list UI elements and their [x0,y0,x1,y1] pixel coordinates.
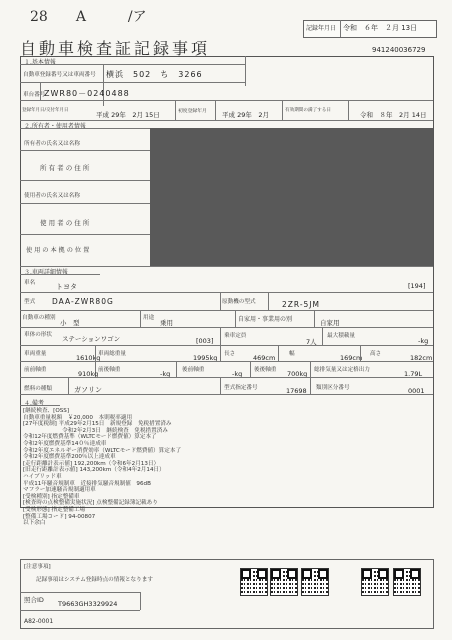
user-name-label: 使用者の氏名又は名称 [24,193,80,199]
notice-text: 記録事項はシステム登録時点の情報となります [36,577,153,583]
length-value: 469cm [253,354,276,362]
make-label: 車名 [24,280,36,286]
form-code: A82-0001 [24,618,54,625]
front-axle-value: 910kg [78,370,99,378]
engine-value: 2ZR-5JM [282,300,320,309]
reg-no-label: 自動車登録番号又は車両番号 [23,72,96,78]
section3-heading: ３.車両詳細情報 [24,269,68,276]
record-date-label: 記録年月日 [306,25,337,32]
width-value: 169cm [340,354,363,362]
section2-heading: ２.所有者・使用者情報 [24,123,86,130]
displacement-value: 1.79L [404,370,423,378]
qr-code-5 [393,568,421,596]
qr-code-3 [301,568,329,596]
document-number: 941240036729 [372,46,426,54]
handwritten-note: 28 A /ア [30,9,147,25]
capacity-value: 7人 [306,338,317,346]
length-label: 長さ [224,351,236,357]
collation-id-label: 照合ID [24,596,44,604]
displacement-label: 総排気量又は定格出力 [314,367,370,373]
category-label: 類別区分番号 [316,385,350,391]
max-load-label: 最大積載量 [327,333,355,339]
chassis-label: 車台番号 [23,92,46,98]
width-label: 幅 [289,351,295,357]
category-value: 0001 [408,387,425,395]
qr-code-2 [270,568,298,596]
expiry-label: 有効期間の満了する日 [285,108,331,113]
vehicle-type-value: 小 型 [60,319,80,327]
expiry-value: 令和 ８年 2月 14日 [360,111,427,119]
front-rear-axle-value: -kg [160,370,171,378]
body-value: ステーションワゴン [62,335,121,343]
type-designation-label: 型式指定番号 [224,385,258,391]
capacity-label: 乗車定員 [224,333,247,339]
section4-heading: ４.備考 [24,400,44,407]
first-reg-value: 平成 29年 2月 15日 [96,111,160,119]
rear-axle-label: 後後軸重 [254,367,277,373]
base-location-label: 使 用 の 本 拠 の 位 置 [26,247,90,254]
make-code: [194] [408,282,426,290]
type-designation-value: 17698 [286,387,307,395]
rear-front-axle-value: -kg [232,370,243,378]
rear-axle-value: 700kg [287,370,308,378]
use-value: 乗用 [160,319,173,327]
height-value: 182cm [410,354,433,362]
body-code: [003] [196,337,214,345]
gross-weight-value: 1995kg [193,354,218,362]
first-reg-label: 登録年月日/交付年月日 [22,108,69,113]
make-value: トヨタ [56,283,77,291]
owner-name-label: 所有者の氏名又は名称 [24,141,80,147]
fuel-value: ガソリン [74,386,102,394]
record-date-value: 令和 ６年 ２月 13日 [343,24,418,32]
owner-address-label: 所 有 者 の 住 所 [40,164,90,172]
engine-label: 原動機の型式 [222,299,256,305]
body-label: 車体の形状 [24,332,52,338]
section1-heading: １.基本情報 [24,59,56,66]
qr-code-1 [240,568,268,596]
weight-label: 車両重量 [24,351,47,357]
qr-code-4 [361,568,389,596]
reg-no-value: 横浜 502 ち 3266 [106,70,203,79]
model-value: DAA-ZWR80G [52,297,114,306]
front-axle-label: 前前軸重 [24,367,47,373]
gross-weight-label: 車両総重量 [98,351,126,357]
rear-front-axle-label: 後前軸重 [182,367,205,373]
use-label: 用途 [143,315,155,321]
redacted-owner-info [150,128,433,266]
front-rear-axle-label: 前後軸重 [98,367,121,373]
purpose-label: 自家用・事業用の別 [238,316,293,323]
weight-value: 1610kg [76,354,101,362]
remarks-text: [継続検査、[OSS] 自動車重量税額 ￥20,000 本則税率適用 [27年度税制] 平成29年2月15日 新規登録 免税措置済み 令和2年2月3日 継続検査 免税措置済み 令和12年度燃費基準（WLTCモード燃費値）算定本了 令和2年度燃費基準14０％達成車 令和2年度エネルギー消費効率（WLTCモード燃費値）算定本了 令和2年度燃費基準200％以上達成車 [走行距離計表示値] 192,200km（令和6年2月13日） [旧走行距離計表示値] 143,200km（令和4年2月14日） ハイブリッド車 平成11年騒音規制車 近接排気騒音規制値 96dB マフラー加速騒音規制適用車 [受検種別] 指定整備車 [検査時の点検整備実施状況] 点検整備記録簿記載あり [受検形態] 指定整備工場 [整備工場コード] 94-00807 以下余白 [23,408,182,527]
collation-id-value: T9663GH3329924 [58,600,118,608]
height-label: 高さ [370,351,382,357]
chassis-value: ZWR80－0240488 [44,89,130,98]
document-title: 自動車検査証記録事項 [20,39,211,58]
purpose-value: 自家用 [320,319,340,327]
user-address-label: 使 用 者 の 住 所 [40,219,90,227]
fuel-label: 燃料の種類 [24,386,52,392]
first-year-label: 初度登録年月 [178,109,207,114]
max-load-value: -kg [418,337,429,345]
notice-heading: [注意事項] [24,564,51,570]
first-year-value: 平成 29年 2月 [222,111,269,119]
model-label: 型式 [24,299,36,305]
vehicle-type-label: 自動車の種別 [22,315,56,321]
